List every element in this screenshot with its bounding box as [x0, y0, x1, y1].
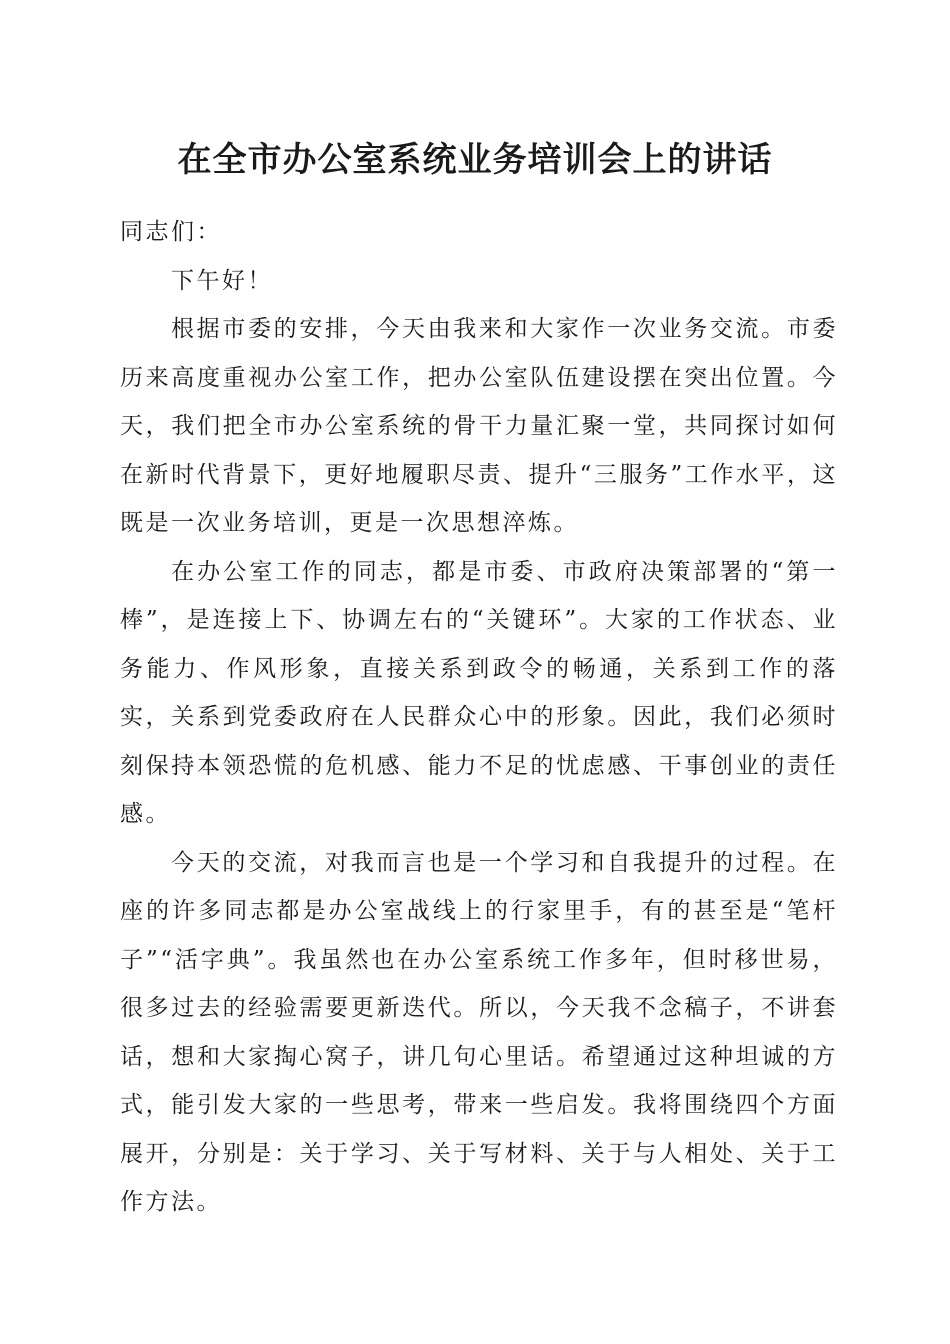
document-body [120, 208, 838, 1227]
paragraph-2: 在办公室工作的同志，都是市委、市政府决策部署的“第一棒”，是连接上下、协调左右的“关键环”。大家的工作状态、业务能力、作风形象，直接关系到政令的畅通，关系到工作的落实，关系到党委政府在人民群众心中的形象。因此，我们必须时刻保持本领恐慌的危机感、能力不足的忧虑感、干事创业的责任感。 [120, 558, 838, 827]
paragraph-1: 根据市委的安排，今天由我来和大家作一次业务交流。市委历来高度重视办公室工作，把办公室队伍建设摆在突出位置。今天，我们把全市办公室系统的骨干力量汇聚一堂，共同探讨如何在新时代背景下，更好地履职尽责、提升“三服务”工作水平，这既是一次业务培训，更是一次思想淬炼。 [120, 316, 838, 536]
document-title: 在全市办公室系统业务培训会上的讲话 [177, 140, 773, 180]
paragraph-3: 今天的交流，对我而言也是一个学习和自我提升的过程。在座的许多同志都是办公室战线上的行家里手，有的甚至是“笔杆子”“活字典”。我虽然也在办公室系统工作多年，但时移世易，很多过去的经验需要更新迭代。所以，今天我不念稿子，不讲套话，想和大家掏心窝子，讲几句心里话。希望通过这种坦诚的方式，能引发大家的一些思考，带来一些启发。我将围绕四个方面展开，分别是：关于学习、关于写材料、关于与人相处、关于工作方法。 [120, 849, 838, 1215]
greeting: 下午好！ [171, 267, 273, 294]
salutation: 同志们： [120, 219, 222, 245]
